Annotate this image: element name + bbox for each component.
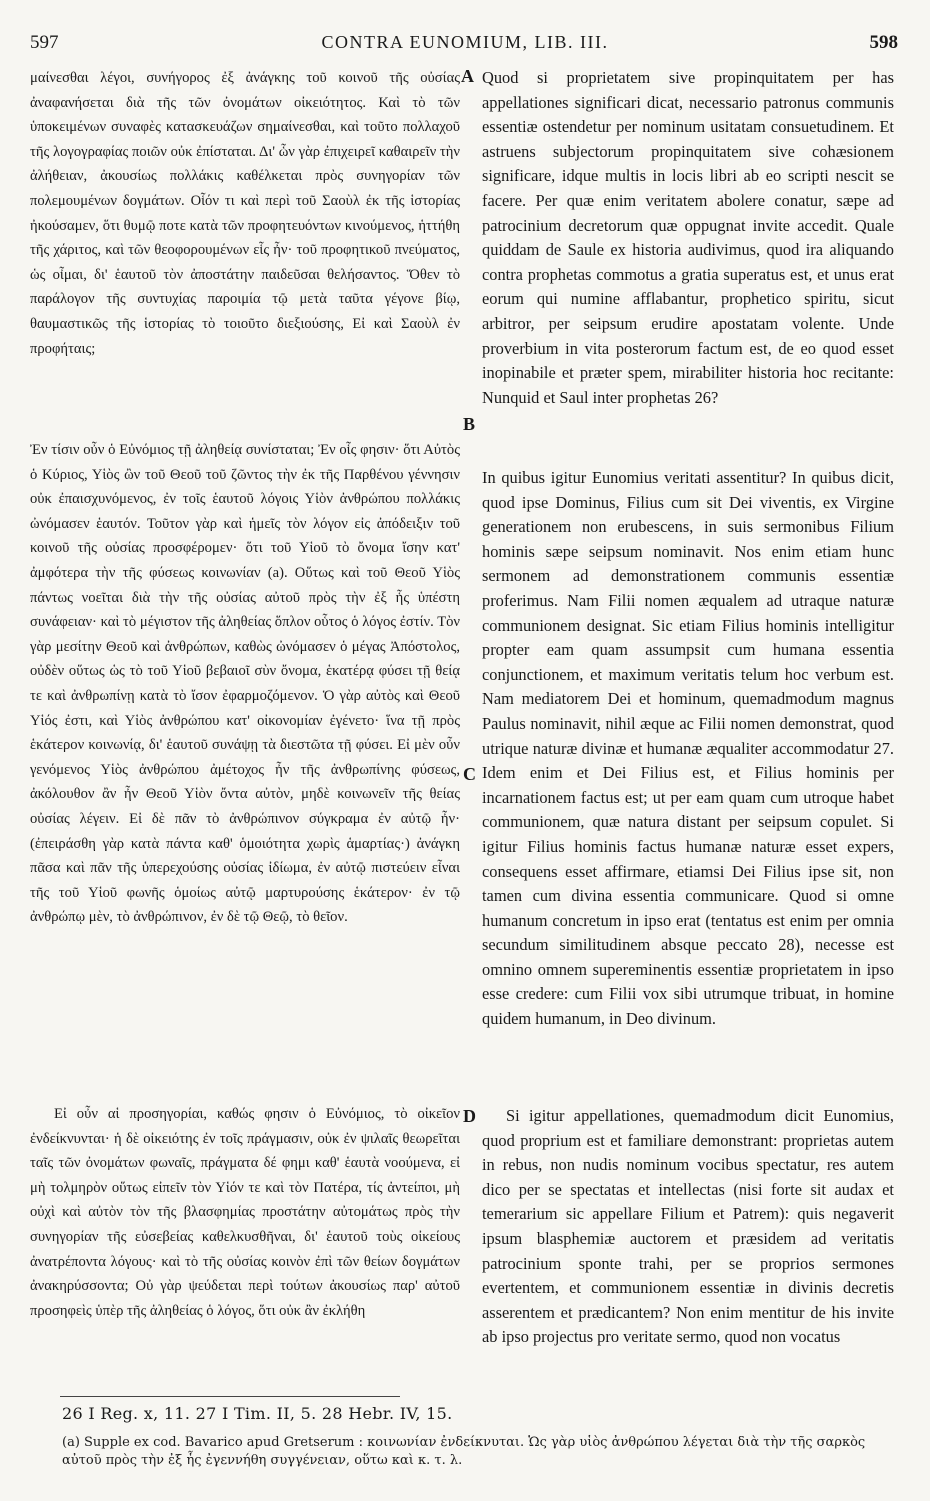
margin-letter-c: C (463, 764, 476, 784)
left-page-number: 597 (30, 32, 59, 53)
footnote-references: 26 I Reg. x, 11. 27 I Tim. II, 5. 28 Hebr. IV, 15. (62, 1404, 453, 1423)
margin-letter-a: A (461, 66, 474, 86)
greek-text-1: μαίνεσθαι λέγοι, συνήγορος ἐξ ἀνάγκης τοῦ κοινοῦ τῆς οὐσίας ἀναφανήσεται διὰ τῆς τῶν ὀνομάτων οἰκειότητος. Καὶ τὸ τῶν ὑποκειμένων συναφὲς κατασκευάζων σημαίνεσθαι, καὶ τοῦτο πολλαχοῦ τῆς λογογραφίας ποιῶν οὐκ ἐπίσταται. Δι' ὧν γὰρ ἐπιχειρεῖ καθαιρεῖν τὴν ἀλήθειαν, ἀκουσίως πολλάκις καθέλκεται πρὸς συνηγορίαν τῶν πολεμουμένων δογμάτων. Οἷόν τι καὶ περὶ τοῦ Σαοὺλ ἐκ τῆς ἱστορίας ἠκούσαμεν, ὅτι θυμῷ ποτε κατὰ τῶν προφητευόντων κινούμενος, ἡττήθη τῆς χάριτος, καὶ τῶν θεοφορουμένων εἷς ἦν· τοῦ προφητικοῦ πνεύματος, ὡς οἶμαι, δι' ἑαυτοῦ τὸν ἀποστάτην παιδεῦσαι θελήσαντος. Ὅθεν τὸ παράλογον τῆς συντυχίας παροιμία τῷ μετὰ ταῦτα γέγονε βίῳ, θαυμαστικῶς τῆς ἱστορίας τὸ τοιοῦτο διεξιούσης, Εἰ καὶ Σαοὺλ ἐν προφήταις; (30, 70, 460, 357)
latin-paragraph-2 (482, 466, 894, 1032)
running-title: CONTRA EUNOMIUM, LIB. III. (321, 32, 609, 52)
greek-paragraph-2 (30, 438, 460, 930)
latin-text-2: In quibus igitur Eunomius veritati assentitur? In quibus dicit, quod ipse Dominus, Filius cum sit Dei viventis, ex Virgine generationem non erubescens, in suis sermonibus Filium hominis sæpe seipsum nominavit. Nos enim etiam hunc sermonem ad demonstrationem communis essentiæ proferimus. Nam Filii nomen æqualem ad utraque naturæ communionem designat. Sic etiam Filius hominis intelligitur propter eam quam assumpsit cum humana essentia conjunctionem, et maximum veritatis telum hoc verbum est. Nam mediatorem Dei et hominum, quemadmodum magnus Paulus nominavit, nihil æque ac Filii nomen demonstrat, quod utrique naturæ divinæ et humanæ æqualiter accommodatur 27. Idem enim et Dei Filius est, et Filius hominis per incarnationem factus est; ut per eam quam cum utroque habet communionem, quæ natura distant per seipsum copulet. Si igitur Filius hominis factus humanæ naturæ esset expers, consequens esset affirmare, etiamsi Dei Filius ipse sit, non tamen cum divina essentia communicare. Quod si omne humanum concretum in ipso erat (tentatus est enim per omnia secundum similitudinem absque peccato 28), necesse est omnino omnem supereminentis essentiæ proprietatem in ipso esse credere: cum Filii vox sibi utrumque tribuat, in homine quidem humanum, in Deo divinum. (482, 468, 894, 1029)
greek-paragraph-3 (30, 1102, 460, 1323)
latin-text-1: Quod si proprietatem sive propinquitatem per has appellationes significari dicat, necessario patronus communis essentiæ ostendetur per nominum usitatam consuetudinem. Et astruens subjectorum propinquitatem sive cohæsionem significare, idque multis in locis libri ab eo scripti nescit se facere. Per quæ enim veritatem abolere conatur, sæpe ad patrocinium decretorum quæ oppugnat invite accedit. Quale quiddam de Saule ex historia audivimus, quod ira aliquando contra prophetas commotus a gratia superatus est, et unus erat eorum qui numine afflabantur, prophetico spiritu, sicut arbitror, per seipsum erudire apostatam volente. Unde proverbium in vita posterorum factum est, de eo quod esset inopinabile et præter spem, mirabiliter historia hoc recitante: Nunquid et Saul inter prophetas 26? (482, 68, 894, 407)
footnote-rule (60, 1396, 400, 1397)
margin-letter-d: D (463, 1106, 476, 1126)
latin-paragraph-3 (482, 1104, 894, 1350)
latin-text-3: Si igitur appellationes, quemadmodum dicit Eunomius, quod proprium est et familiare demonstrant: proprietas autem in rebus, non nudis nominum vocibus spectatur, res autem dico per se spectatas et intellectas (nisi forte sit audax et temerarium sic appellare Filium et Patrem): quis negaverit ipsum blasphemiæ auctorem et præsidem ad veritatis patrocinium sponte trahi, per se proprios sermones evertentem, et communionem essentiæ in divinis decretis asserentem et prædicantem? Non enim mentitur de his invite ab ipso projectus pro veritate sermo, quod non vocatus (482, 1106, 894, 1347)
greek-text-3: Εἰ οὖν αἱ προσηγορίαι, καθώς φησιν ὁ Εὐνόμιος, τὸ οἰκεῖον ἐνδείκνυνται· ἡ δὲ οἰκειότης ἐν τοῖς πράγμασιν, οὐκ ἐν ψιλαῖς θεωρεῖται ταῖς τῶν ὀνομάτων φωναῖς, πράγματα δέ φημι καθ' ἑαυτὰ νοούμενα, εἰ μὴ τολμηρὸν οὕτως εἰπεῖν τὸν Υἱόν τε καὶ τὸν Πατέρα, τίς ἀντείποι, μὴ οὐχὶ καὶ αὐτὸν τὸν τῆς βλασφημίας προστάτην αὐτομάτως πρὸς τὴν συνηγορίαν τῆς εὐσεβείας καθελκυσθῆναι, δι' ἑαυτοῦ τοὺς οἰκείους ἀνατρέποντα λόγους· καὶ τὸ τῆς οὐσίας κοινὸν ἐπὶ τῶν θείων δογμάτων ἀνακηρύσσοντα; Οὐ γὰρ ψεύδεται περὶ τούτων ἀκουσίως παρ' αὐτοῦ προσηφεὶς ὑπὲρ τῆς ἀληθείας ὁ λόγος, ὅτι οὐκ ἂν ἐκλήθη (30, 1106, 460, 1319)
greek-paragraph-1 (30, 66, 460, 361)
running-header (24, 32, 906, 60)
greek-text-2: Ἐν τίσιν οὖν ὁ Εὐνόμιος τῇ ἀληθείᾳ συνίσταται; Ἐν οἷς φησιν· ὅτι Αὐτὸς ὁ Κύριος, Υἱὸς ὢν τοῦ Θεοῦ τοῦ ζῶντος τὴν ἐκ τῆς Παρθένου γέννησιν οὐκ ἐπαισχυνόμενος, ἐν τοῖς ἑαυτοῦ λόγοις Υἱὸν ἀνθρώπου πολλάκις ὠνόμασεν ἑαυτόν. Τοῦτον γὰρ καὶ ἡμεῖς τὸν λόγον εἰς ἀπόδειξιν τοῦ κοινοῦ τῆς οὐσίας προσφέρομεν· ὅτι τοῦ Υἱοῦ τὸ ὄνομα ἴσην κατ' ἀμφότερα τὴν τῆς φύσεως κοινωνίαν (a). Οὕτως καὶ τοῦ Θεοῦ Υἱὸς πάντως νοεῖται διὰ τὴν τῆς οὐσίας αὐτοῦ πρὸς τὴν ἐξ ἧς ὑπέστη συνάφειαν· καὶ τὸ μέγιστον τῆς ἀληθείας ὅπλον οὗτος ὁ λόγος ἐστίν. Τὸν γὰρ μεσίτην Θεοῦ καὶ ἀνθρώπων, καθὼς ὠνόμασεν ὁ μέγας Ἀπόστολος, οὐδὲν οὕτως ὡς τὸ τοῦ Υἱοῦ βεβαιοῖ σὺν ὄνομα, ἑκατέρᾳ φύσει τῇ θείᾳ τε καὶ ἀνθρωπίνῃ κατὰ τὸ ἴσον ἐφαρμοζόμενον. Ὁ γὰρ αὐτὸς καὶ Θεοῦ Υἱός ἐστι, καὶ Υἱὸς ἀνθρώπου κατ' οἰκονομίαν ἐγένετο· ἵνα τῇ πρὸς ἑκάτερον κοινωνίᾳ, δι' ἑαυτοῦ συνάψῃ τὰ διεστῶτα τῇ φύσει. Εἰ μὲν οὖν γενόμενος Υἱὸς ἀνθρώπου ἀμέτοχος ἦν τῆς ἀνθρωπίνης φύσεως, ἀκόλουθον ἂν ἦν Θεοῦ Υἱὸν ὄντα αὐτὸν, μηδὲ κοινωνεῖν τῆς θείας οὐσίας λέγειν. Εἰ δὲ πᾶν τὸ ἀνθρώπινον σύγκραμα ἐν αὐτῷ ἦν· (ἐπειράσθη γὰρ κατὰ πάντα καθ' ὁμοιότητα χωρὶς ἁμαρτίας·) ἀνάγκη πᾶσα καὶ πᾶν τῆς ὑπερεχούσης οὐσίας ἰδίωμα, ἐν αὐτῷ πιστεύειν εἶναι τῆς τοῦ Υἱοῦ φωνῆς ὁμοίως αὐτῷ μαρτυρούσης ἑκάτερον· ἐν τῷ ἀνθρώπῳ μὲν, τὸ ἀνθρώπινον, ἐν δὲ τῷ Θεῷ, τὸ θεῖον. (30, 442, 460, 926)
latin-paragraph-1 (482, 66, 894, 410)
margin-letter-b: B (463, 414, 476, 434)
right-page-number: 598 (869, 32, 898, 53)
footnote-a: (a) Supple ex cod. Bavarico apud Gretserum : κοινωνίαν ἐνδείκνυται. Ὡς γὰρ υἱὸς ἀνθρώπου λέγεται διὰ τὴν τῆς σαρκὸς αὐτοῦ πρὸς τὴν ἐξ ἧς ἐγεννήθη συγγένειαν, οὕτω καὶ κ. τ. λ. (62, 1435, 866, 1468)
